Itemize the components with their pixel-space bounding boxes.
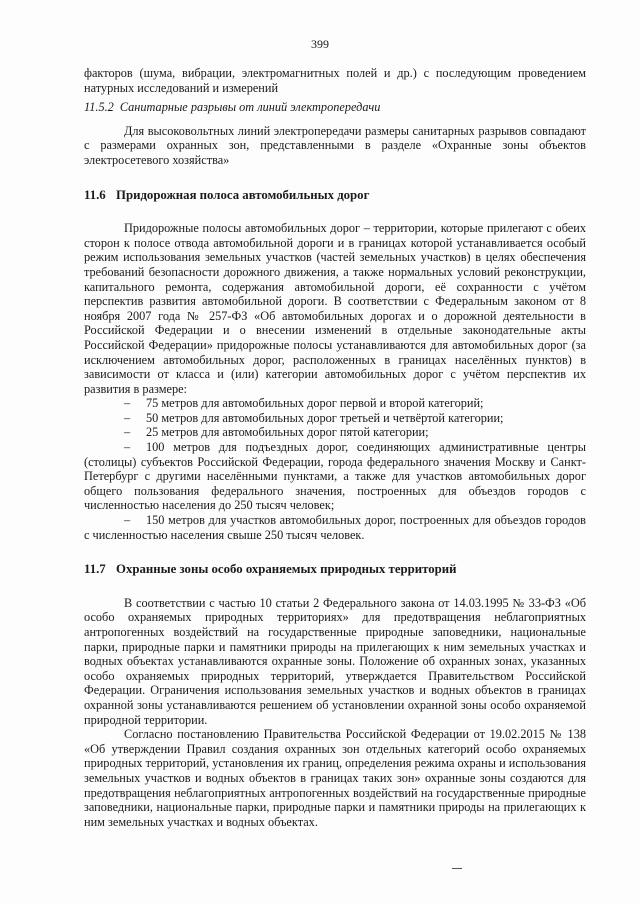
scan-mark: [452, 868, 462, 869]
section-heading-11-6: [84, 188, 586, 203]
list-item: – 150 метров для участков автомобильных дорог, построенных для объездов городов с численностью населения свыше 250 тысяч человек.: [84, 513, 586, 542]
subsection-heading-11-5-2: [84, 100, 586, 115]
list-item: – 25 метров для автомобильных дорог пятой категории;: [124, 425, 429, 440]
section-paragraph: Согласно постановлению Правительства Российской Федерации от 19.02.2015 № 138 «Об утверждении Правил создания охранных зон отдельных категорий особо охраняемых природных территорий, установления их границ, определения режима охраны и использования земельных участков и водных объектов в границах таких зон» охранные зоны создаются для предотвращения неблагоприятных антропогенных воздействий на государственные природные заповедники, национальные парки, природные парки и памятники природы на прилегающих к ним земельных участках и водных объектах.: [84, 727, 586, 829]
section-title: Придорожная полоса автомобильных дорог: [116, 187, 370, 202]
list-item: – 100 метров для подъездных дорог, соединяющих административные центры (столицы) субъектов Российской Федерации, города федерального значения Москву и Санкт-Петербург с другими населёнными пунктами, а также для участков автомобильных дорог общего пользования федерального значения, построенных для объездов городов с численностью населения до 250 тысяч человек;: [84, 440, 586, 513]
section-number: 11.6: [84, 187, 106, 202]
subsection-paragraph: Для высоковольтных линий электропередачи размеры санитарных разрывов совпадают с размерами охранных зон, представленными в разделе «Охранные зоны объектов электросетевого хозяйства»: [84, 123, 586, 167]
subsection-title: Санитарные разрывы от линий электропередачи: [119, 100, 381, 115]
page-content: [84, 66, 586, 829]
distance-list: [84, 396, 586, 542]
intro-paragraph: факторов (шума, вибрации, электромагнитных полей и др.) с последующим проведением натурных исследований и измерений: [84, 66, 586, 95]
section-paragraph: Придорожные полосы автомобильных дорог – территории, которые прилегают с обеих сторон к полосе отвода автомобильной дороги и в границах которой устанавливается особый режим использования земельных участков (частей земельных участков) в целях обеспечения требований безопасности дорожного движения, а также нормальных условий реконструкции, капитального ремонта, содержания автомобильной дороги, её сохранности с учётом перспектив развития автомобильной дороги. В соответствии с Федеральным законом от 8 ноября 2007 года № 257-ФЗ «Об автомобильных дорогах и о дорожной деятельности в Российской Федерации и о внесении изменений в отдельные законодательные акты Российской Федерации» придорожные полосы устанавливаются для автомобильных дорог (за исключением автомобильных дорог, расположенных в границах населённых пунктов) в зависимости от класса и (или) категории автомобильных дорог с учётом перспектив их развития в размере:: [84, 221, 586, 396]
dash-marker: –: [124, 410, 131, 425]
list-item: – 75 метров для автомобильных дорог первой и второй категорий;: [124, 396, 484, 411]
dash-marker: –: [124, 440, 131, 455]
dash-marker: –: [124, 425, 131, 440]
dash-marker: –: [124, 396, 131, 411]
section-number: 11.7: [84, 562, 106, 577]
list-item: – 50 метров для автомобильных дорог третьей и четвёртой категории;: [124, 410, 504, 425]
subsection-number: 11.5.2: [84, 100, 114, 115]
section-paragraph: В соответствии с частью 10 статьи 2 Федерального закона от 14.03.1995 № 33-ФЗ «Об особо охраняемых природных территориях» для предотвращения неблагоприятных антропогенных воздействий на государственные природные заповедники, национальные парки, природные парки и памятники природы на прилегающих к ним земельных участках и водных объектах устанавливаются охранные зоны. Положение об охранных зонах, указанных особо охраняемых природных территорий, утверждается Правительством Российской Федерации. Ограничения использования земельных участков и водных объектов в границах охранной зоны устанавливаются решением об установлении охранной зоны особо охраняемой природной территории.: [84, 595, 586, 727]
dash-marker: –: [124, 513, 131, 528]
section-heading-11-7: [84, 562, 586, 577]
section-title: Охранные зоны особо охраняемых природных территорий: [116, 562, 457, 577]
page-number: 399: [311, 37, 329, 51]
